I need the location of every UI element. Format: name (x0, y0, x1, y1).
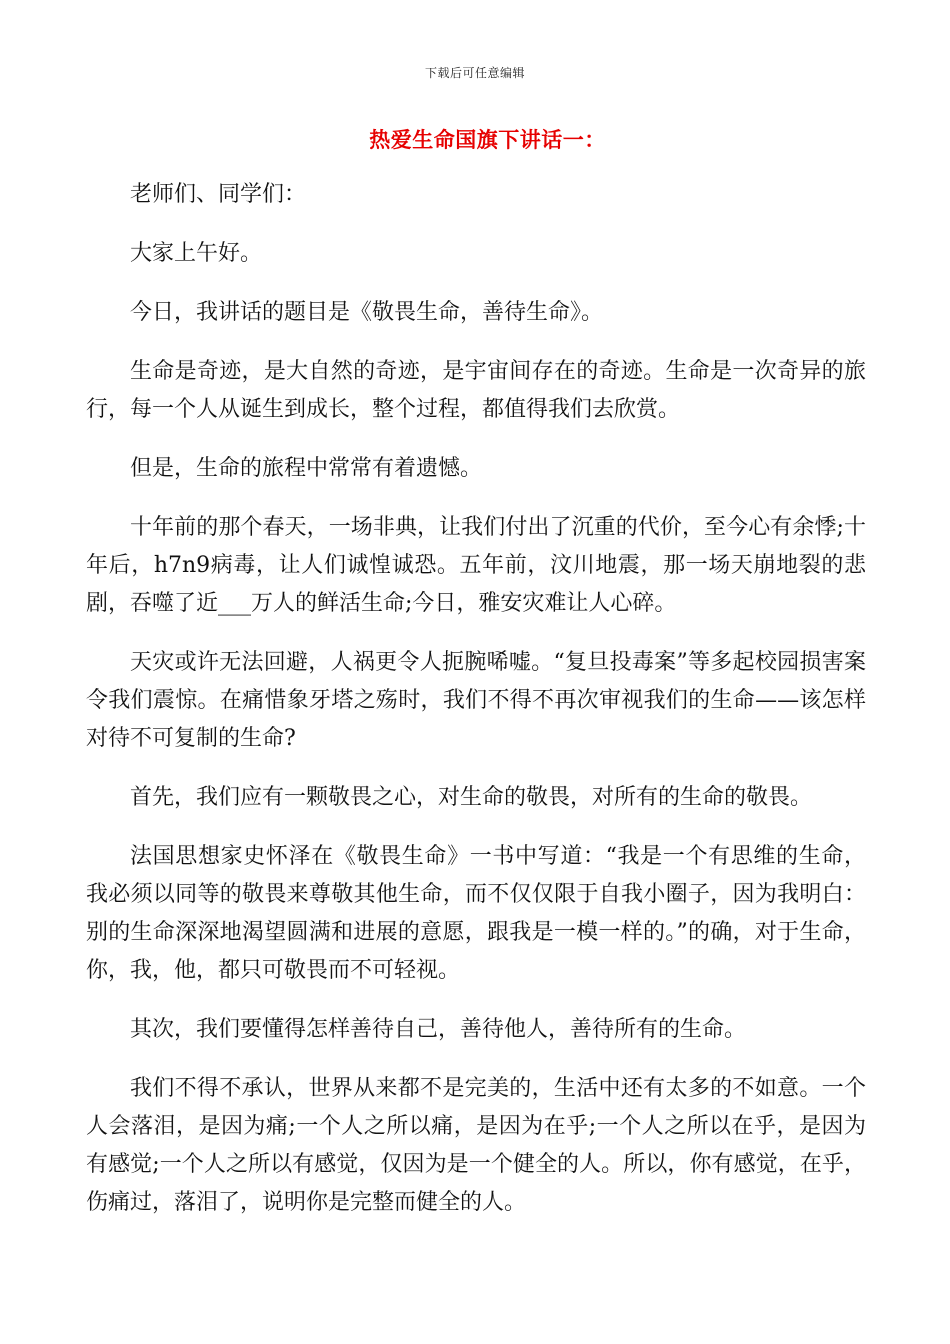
paragraph: 但是，生命的旅程中常常有着遗憾。 (130, 456, 483, 481)
header-note: 下载后可任意编辑 (424, 66, 525, 80)
paragraph-salutation: 老师们、同学们： (130, 182, 307, 207)
document-body (86, 176, 866, 1243)
paragraph: 生命是奇迹，是大自然的奇迹，是宇宙间存在的奇迹。生命是一次奇异的旅行，每一个人从诞生到成长，整个过程，都值得我们去欣赏。 (86, 359, 866, 422)
paragraph: 法国思想家史怀泽在《敬畏生命》一书中写道：“我是一个有思维的生命，我必须以同等的敬畏来尊敬其他生命，而不仅仅限于自我小圈子，因为我明白：别的生命深深地渴望圆满和进展的意愿，跟我是一模一样的。”的确，对于生命，你，我，他，都只可敬畏而不可轻视。 (86, 844, 866, 983)
paragraph: 十年前的那个春天，一场非典，让我们付出了沉重的代价，至今心有余悸;十年后，h7n9病毒，让人们诚惶诚恐。五年前，汶川地震，那一场天崩地裂的悲剧，吞噬了近___万人的鲜活生命;今日，雅安灾难让人心碎。 (86, 515, 866, 616)
paragraph: 天灾或许无法回避，人祸更令人扼腕唏嘘。“复旦投毒案”等多起校园损害案令我们震惊。在痛惜象牙塔之殇时，我们不得不再次审视我们的生命——该怎样对待不可复制的生命? (86, 650, 866, 751)
document-title: 热爱生命国旗下讲话一： (369, 127, 606, 152)
paragraph-topic: 今日，我讲话的题目是《敬畏生命，善待生命》。 (130, 300, 604, 325)
paragraph: 其次，我们要懂得怎样善待自己，善待他人，善待所有的生命。 (130, 1017, 747, 1042)
paragraph: 首先，我们应有一颗敬畏之心，对生命的敬畏，对所有的生命的敬畏。 (130, 785, 813, 810)
paragraph-greeting: 大家上午好。 (130, 241, 263, 266)
paragraph: 我们不得不承认，世界从来都不是完美的，生活中还有太多的不如意。一个人会落泪，是因为痛;一个人之所以痛，是因为在乎;一个人之所以在乎，是因为有感觉;一个人之所以有感觉，仅因为是一个健全的人。所以，你有感觉，在乎，伤痛过，落泪了，说明你是完整而健全的人。 (86, 1076, 866, 1215)
